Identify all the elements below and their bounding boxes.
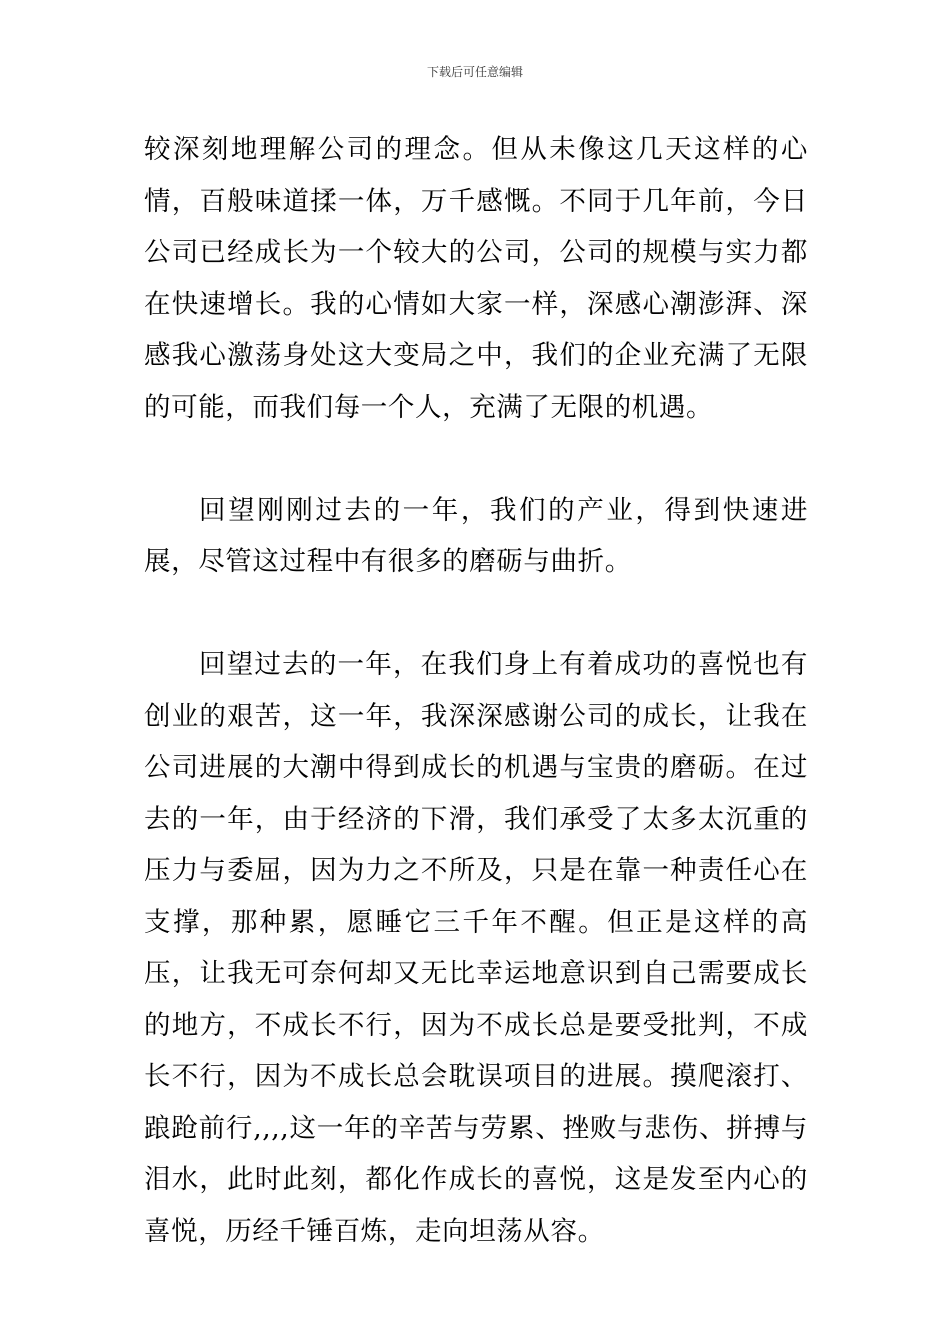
document-body bbox=[144, 124, 808, 1257]
paragraph-1: 较深刻地理解公司的理念。但从未像这几天这样的心情，百般味道揉一体，万千感慨。不同于几年前，今日公司已经成长为一个较大的公司，公司的规模与实力都在快速增长。我的心情如大家一样，深感心潮澎湃、深感我心激荡身处这大变局之中，我们的企业充满了无限的可能，而我们每一个人，充满了无限的机遇。 bbox=[144, 134, 808, 423]
page-header: 下载后可任意编辑 bbox=[426, 65, 523, 79]
paragraph-3: 回望过去的一年，在我们身上有着成功的喜悦也有创业的艰苦，这一年，我深深感谢公司的成长，让我在公司进展的大潮中得到成长的机遇与宝贵的磨砺。在过去的一年，由于经济的下滑，我们承受了太多太沉重的压力与委屈，因为力之不所及，只是在靠一种责任心在支撑，那种累，愿睡它三千年不醒。但正是这样的高压，让我无可奈何却又无比幸运地意识到自己需要成长的地方，不成长不行，因为不成长总是要受批判，不成长不行，因为不成长总会耽误项目的进展。摸爬滚打、踉跄前行,,,,这一年的辛苦与劳累、挫败与悲伤、拼搏与泪水，此时此刻，都化作成长的喜悦，这是发至内心的喜悦，历经千锤百炼，走向坦荡从容。 bbox=[144, 649, 808, 1247]
paragraph-2: 回望刚刚过去的一年，我们的产业，得到快速进展，尽管这过程中有很多的磨砺与曲折。 bbox=[144, 494, 808, 577]
